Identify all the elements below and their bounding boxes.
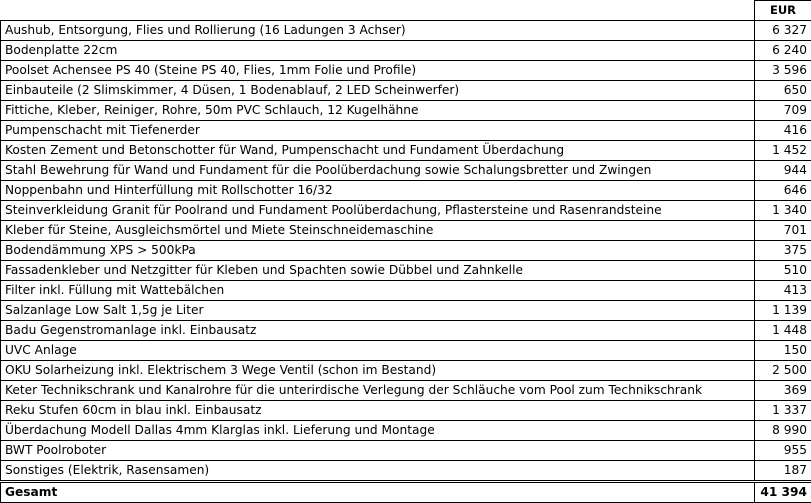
table-row [1, 221, 811, 241]
table-row [1, 421, 811, 441]
item-description: Fassadenkleber und Netzgitter für Kleben und Spachten sowie Dübbel und Zahnkelle [1, 261, 755, 281]
item-description: Badu Gegenstromanlage inkl. Einbausatz [1, 321, 755, 341]
table-row [1, 401, 811, 421]
cost-table-body [1, 1, 811, 503]
item-amount: 944 [755, 161, 811, 181]
header-row [1, 1, 811, 21]
item-amount: 187 [755, 461, 811, 482]
table-row [1, 241, 811, 261]
table-row [1, 341, 811, 361]
total-label: Gesamt [1, 482, 755, 503]
item-amount: 1 139 [755, 301, 811, 321]
item-description: Aushub, Entsorgung, Flies und Rollierung (16 Ladungen 3 Achser) [1, 21, 755, 41]
table-row [1, 181, 811, 201]
item-amount: 955 [755, 441, 811, 461]
item-description: BWT Poolroboter [1, 441, 755, 461]
item-description: Kleber für Steine, Ausgleichsmörtel und Miete Steinschneidemaschine [1, 221, 755, 241]
table-row [1, 141, 811, 161]
header-empty-cell [1, 1, 755, 21]
item-description: Reku Stufen 60cm in blau inkl. Einbausatz [1, 401, 755, 421]
table-row [1, 361, 811, 381]
table-row [1, 41, 811, 61]
item-amount: 375 [755, 241, 811, 261]
item-amount: 369 [755, 381, 811, 401]
table-row [1, 81, 811, 101]
item-amount: 6 327 [755, 21, 811, 41]
item-amount: 1 448 [755, 321, 811, 341]
table-row [1, 121, 811, 141]
item-amount: 413 [755, 281, 811, 301]
item-amount: 2 500 [755, 361, 811, 381]
item-amount: 709 [755, 101, 811, 121]
item-description: Salzanlage Low Salt 1,5g je Liter [1, 301, 755, 321]
table-row [1, 101, 811, 121]
item-description: Filter inkl. Füllung mit Wattebälchen [1, 281, 755, 301]
table-row [1, 201, 811, 221]
item-description: Bodendämmung XPS > 500kPa [1, 241, 755, 261]
item-description: Einbauteile (2 Slimskimmer, 4 Düsen, 1 Bodenablauf, 2 LED Scheinwerfer) [1, 81, 755, 101]
table-row [1, 301, 811, 321]
table-row [1, 381, 811, 401]
item-description: Stahl Bewehrung für Wand und Fundament für die Poolüberdachung sowie Schalungsbretter und Zwingen [1, 161, 755, 181]
item-description: Bodenplatte 22cm [1, 41, 755, 61]
item-description: Sonstiges (Elektrik, Rasensamen) [1, 461, 755, 482]
table-row [1, 21, 811, 41]
item-amount: 6 240 [755, 41, 811, 61]
item-description: Kosten Zement und Betonschotter für Wand, Pumpenschacht und Fundament Überdachung [1, 141, 755, 161]
item-amount: 510 [755, 261, 811, 281]
table-row [1, 61, 811, 81]
item-amount: 650 [755, 81, 811, 101]
currency-header: EUR [755, 1, 811, 21]
total-row [1, 482, 811, 503]
item-description: Überdachung Modell Dallas 4mm Klarglas inkl. Lieferung und Montage [1, 421, 755, 441]
item-description: Keter Technikschrank und Kanalrohre für die unterirdische Verlegung der Schläuche vom Pool zum Technikschrank [1, 381, 755, 401]
item-description: UVC Anlage [1, 341, 755, 361]
item-amount: 1 337 [755, 401, 811, 421]
item-description: Pumpenschacht mit Tiefenerder [1, 121, 755, 141]
item-amount: 416 [755, 121, 811, 141]
item-description: Fittiche, Kleber, Reiniger, Rohre, 50m PVC Schlauch, 12 Kugelhähne [1, 101, 755, 121]
item-description: Steinverkleidung Granit für Poolrand und Fundament Poolüberdachung, Pflastersteine und Rasenrandsteine [1, 201, 755, 221]
table-row [1, 461, 811, 482]
table-row [1, 321, 811, 341]
table-row [1, 161, 811, 181]
item-amount: 8 990 [755, 421, 811, 441]
item-amount: 646 [755, 181, 811, 201]
item-amount: 1 340 [755, 201, 811, 221]
total-amount: 41 394 [755, 482, 811, 503]
table-row [1, 441, 811, 461]
item-amount: 701 [755, 221, 811, 241]
item-amount: 3 596 [755, 61, 811, 81]
item-description: OKU Solarheizung inkl. Elektrischem 3 Wege Ventil (schon im Bestand) [1, 361, 755, 381]
table-row [1, 261, 811, 281]
item-description: Poolset Achensee PS 40 (Steine PS 40, Flies, 1mm Folie und Profile) [1, 61, 755, 81]
item-amount: 1 452 [755, 141, 811, 161]
item-description: Noppenbahn und Hinterfüllung mit Rollschotter 16/32 [1, 181, 755, 201]
item-amount: 150 [755, 341, 811, 361]
table-row [1, 281, 811, 301]
